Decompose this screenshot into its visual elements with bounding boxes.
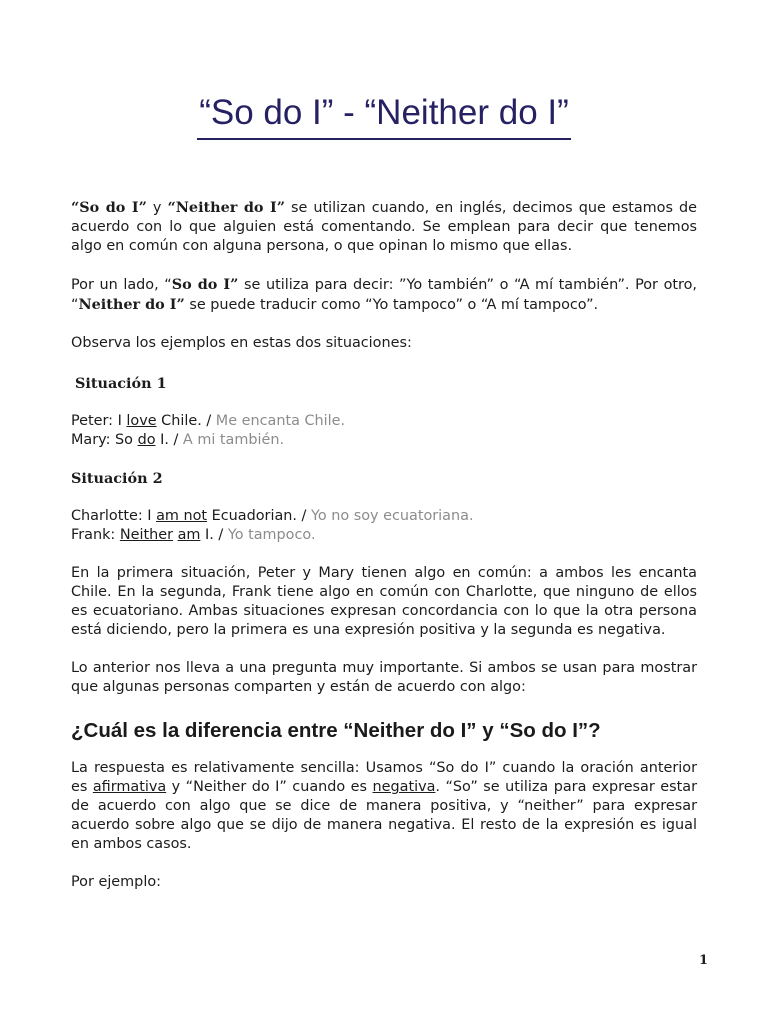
frank-suffix: I. /: [200, 527, 228, 543]
peter-verb: love: [126, 413, 157, 429]
para2-so-do-i: So do I”: [171, 276, 239, 293]
frank-translation: Yo tampoco.: [227, 527, 316, 543]
examples-intro: Observa los ejemplos en estas dos situaciones:: [71, 335, 412, 351]
page-title: [0, 92, 768, 140]
neither-do-i-term: “Neither do I”: [167, 199, 285, 216]
translation-paragraph: [71, 275, 697, 315]
peter-prefix: Peter: I: [71, 413, 127, 429]
answer-paragraph: [71, 759, 697, 854]
mary-verb: do: [137, 432, 156, 448]
intro-connector: y: [146, 200, 168, 216]
answer-text-1: La respuesta es relativamente sencilla: Usamos “So do I” cuando la oración anterior es: [71, 760, 697, 795]
example-lead: Por ejemplo:: [71, 874, 161, 890]
word-negativa: negativa: [372, 779, 436, 795]
para2-neither-do-i: Neither do I”: [78, 296, 185, 313]
so-do-i-term: “So do I”: [71, 199, 147, 216]
page-title-text: “So do I” - “Neither do I”: [197, 92, 571, 140]
mary-suffix: I. /: [155, 432, 183, 448]
peter-translation: Me encanta Chile.: [215, 413, 346, 429]
intro-paragraph: [71, 198, 697, 256]
peter-suffix: Chile. /: [156, 413, 216, 429]
mary-prefix: Mary: So: [71, 432, 138, 448]
situation-2-line-charlotte: [71, 507, 697, 526]
document-body: [71, 198, 697, 892]
question-lead-paragraph: Lo anterior nos lleva a una pregunta muy importante. Si ambos se usan para mostrar que algunas personas comparten y están de acuerdo con algo:: [71, 660, 697, 695]
section-heading: ¿Cuál es la diferencia entre “Neither do I” y “So do I”?: [71, 719, 601, 742]
intro-text: se utilizan cuando, en inglés, decimos que estamos de acuerdo con lo que alguien está comentando. Se emplean para decir que tenemos algo en común con alguna persona, o que opinan lo mismo que ellas.: [71, 200, 697, 254]
situation-1-line-peter: [71, 412, 697, 431]
page-number: 1: [698, 953, 708, 968]
situation-1-heading: Situación 1: [75, 375, 167, 392]
answer-text-3: . “So” se utiliza para expresar estar de acuerdo con algo que se dice de manera positiva, y “neither” para expresar acuerdo sobre algo que se dijo de manera negativa. El resto de la expresión es igual en ambos casos.: [71, 779, 697, 852]
charlotte-translation: Yo no soy ecuatoriana.: [310, 508, 474, 524]
mary-translation: A mi también.: [182, 432, 285, 448]
charlotte-prefix: Charlotte: I: [71, 508, 157, 524]
answer-text-2: y “Neither do I” cuando es: [166, 779, 373, 795]
frank-verb: am: [177, 527, 201, 543]
situation-2-line-frank: [71, 526, 697, 545]
situation-2-heading: Situación 2: [71, 470, 163, 487]
charlotte-suffix: Ecuadorian. /: [207, 508, 311, 524]
analysis-paragraph: En la primera situación, Peter y Mary tienen algo en común: a ambos les encanta Chile. En la segunda, Frank tiene algo en común con Charlotte, que ninguno de ellos es ecuatoriano. Ambas situaciones expresan concordancia con lo que la otra persona está diciendo, pero la primera es una expresión positiva y la segunda es negativa.: [71, 565, 697, 638]
para2-text-2: se utiliza para decir: ”Yo también” o “A mí también”. Por otro, “: [71, 277, 697, 313]
frank-neither: Neither: [119, 527, 173, 543]
word-afirmativa: afirmativa: [92, 779, 167, 795]
situation-1-line-mary: [71, 431, 697, 450]
para2-text-1: Por un lado, “: [71, 277, 172, 293]
para2-text-3: se puede traducir como “Yo tampoco” o “A mí tampoco”.: [184, 297, 599, 313]
charlotte-verb: am not: [156, 508, 208, 524]
frank-prefix: Frank:: [71, 527, 120, 543]
